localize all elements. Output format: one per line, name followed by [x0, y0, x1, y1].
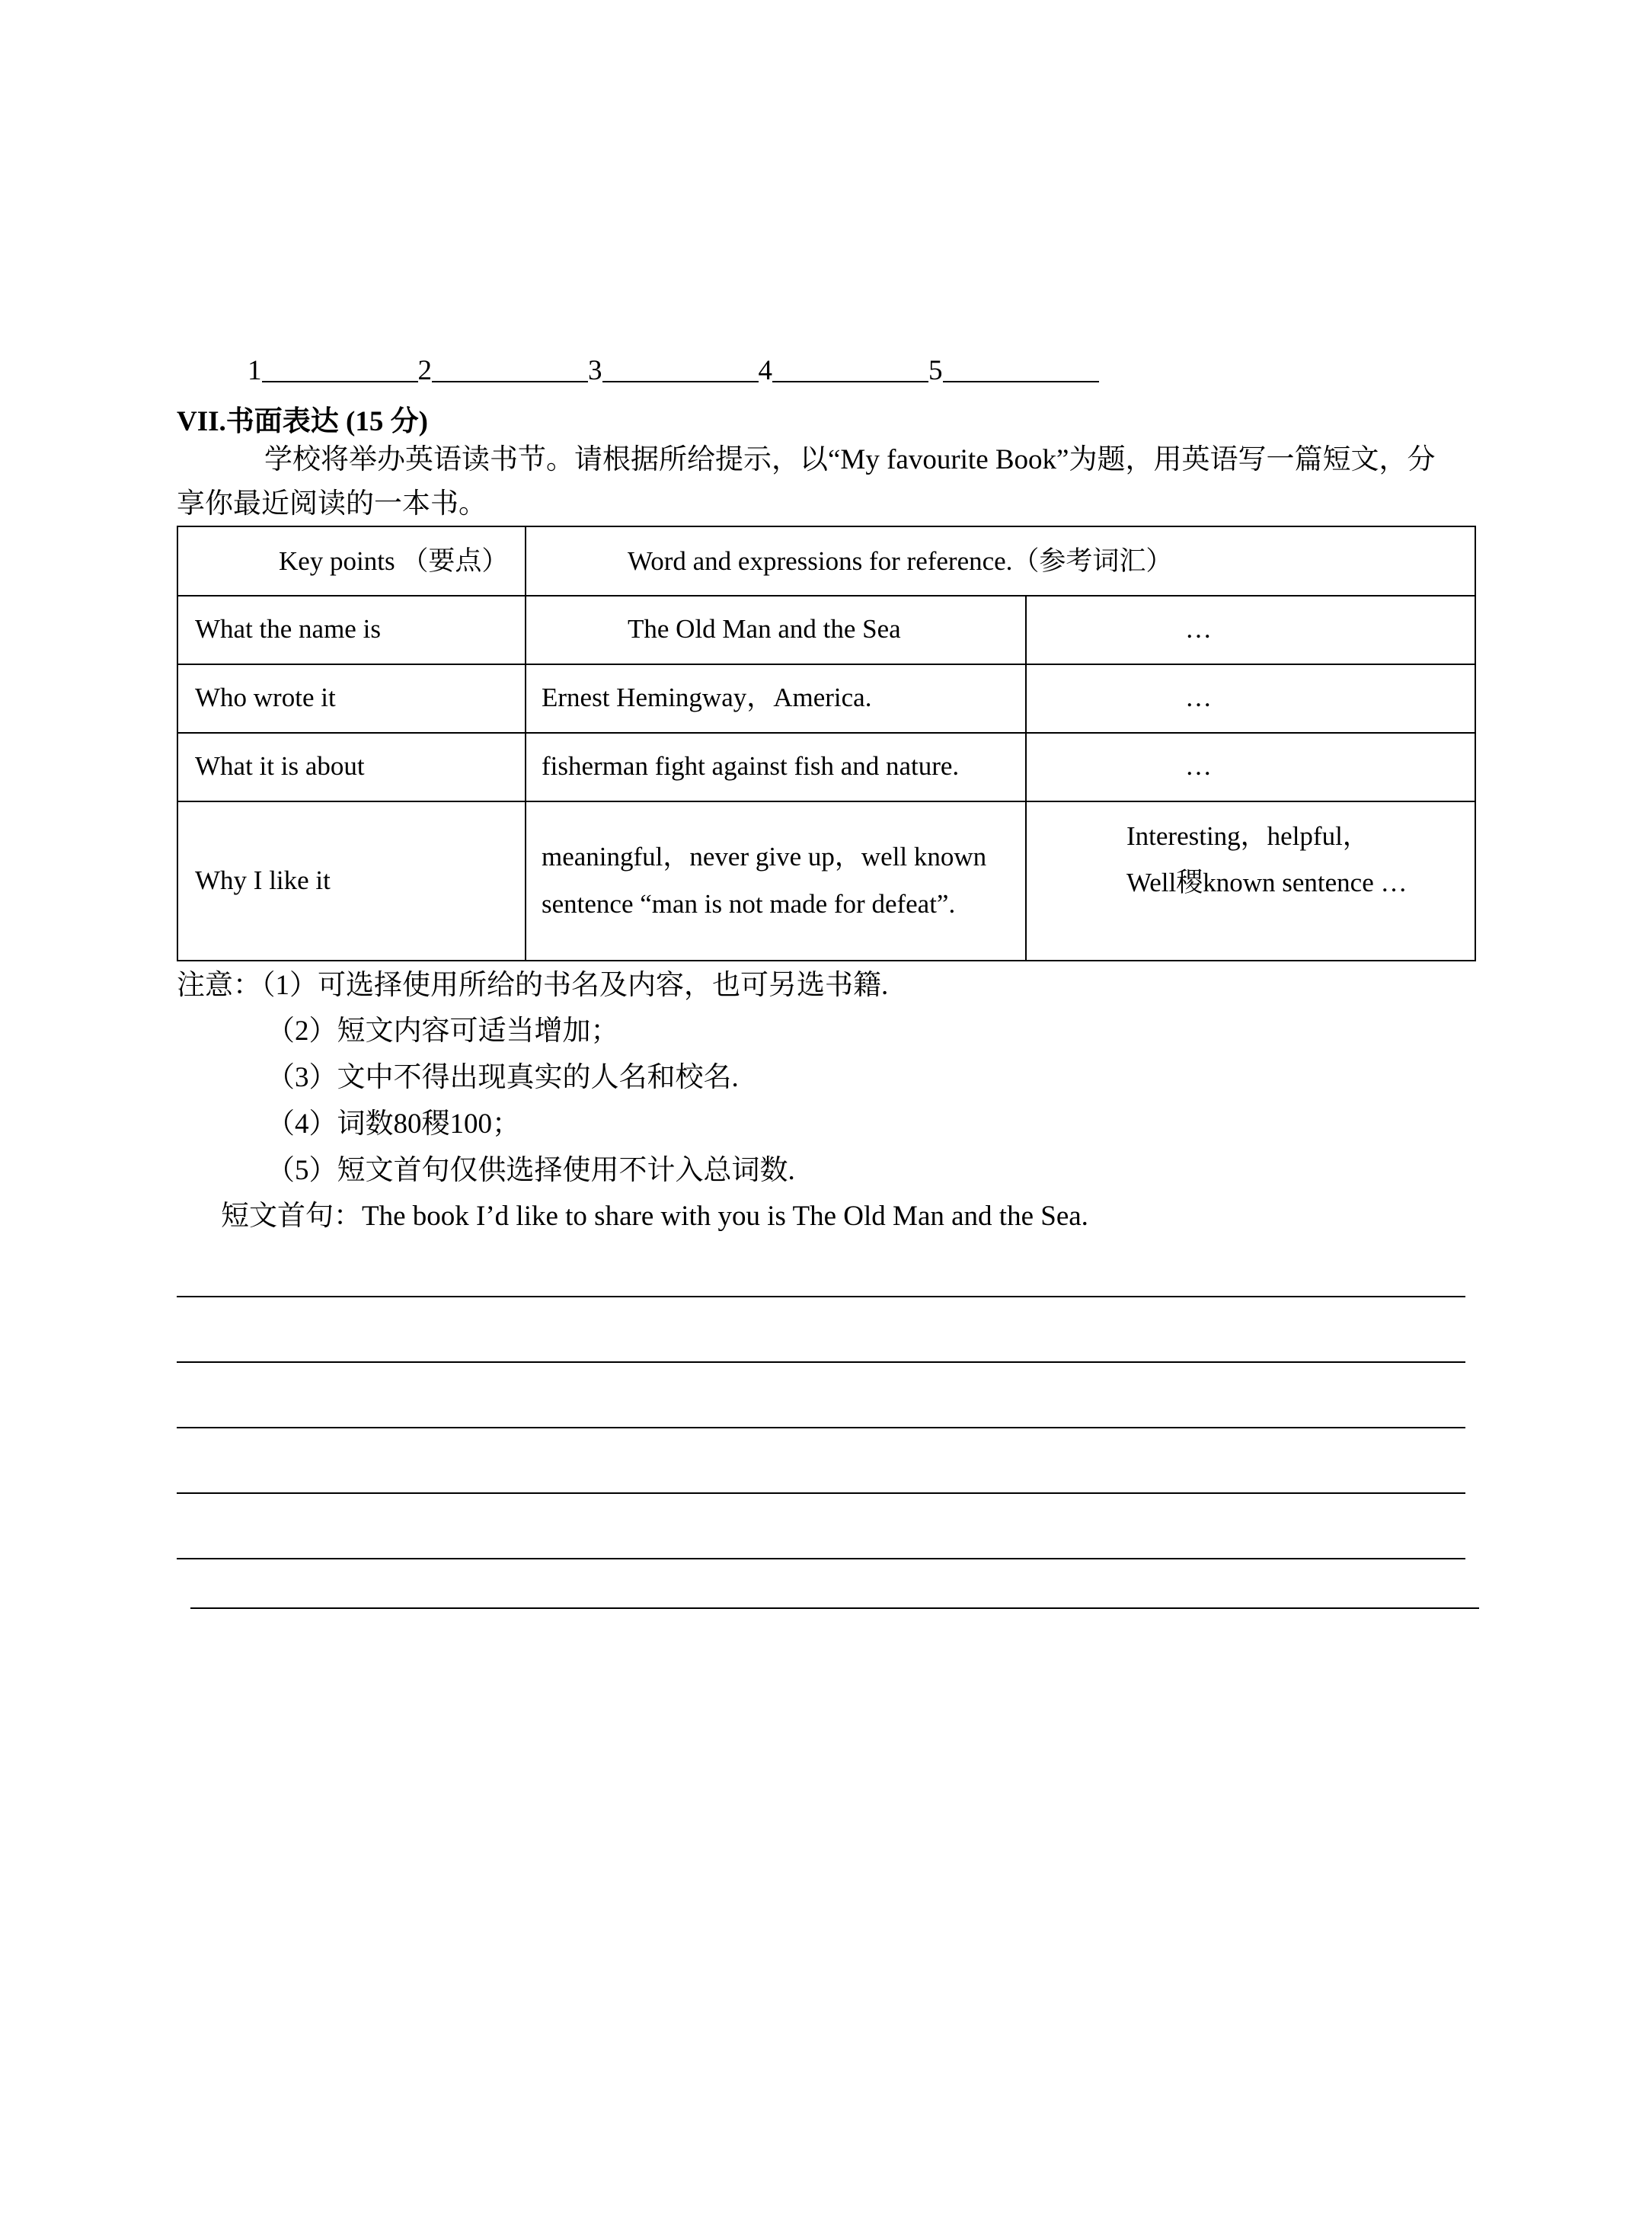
table-row-4-extra — [1025, 801, 1478, 960]
blank-line[interactable] — [772, 353, 928, 382]
table-row-4-point: Why I like it — [195, 865, 331, 895]
extra-line-2: Well稷known sentence … — [1126, 868, 1408, 898]
answer-blank-1[interactable] — [248, 353, 418, 387]
answer-blank-5[interactable] — [928, 353, 1099, 387]
table-row-2-extra: … — [1185, 683, 1212, 713]
blank-line[interactable] — [602, 353, 759, 382]
note-5: （5）短文首句仅供选择使用不计入总词数. — [267, 1155, 795, 1186]
answer-blank-2[interactable] — [418, 353, 589, 387]
table-row-3-point: What it is about — [195, 751, 365, 782]
answer-blank-4[interactable] — [759, 353, 929, 387]
writing-line[interactable] — [177, 1361, 1465, 1363]
table-row-1-point: What the name is — [195, 614, 381, 644]
table-row-2-point: Who wrote it — [195, 683, 336, 713]
blank-number: 1 — [248, 355, 262, 386]
extra-line-1: Interesting，helpful， — [1126, 821, 1369, 851]
note-4: （4）词数80稷100； — [267, 1108, 520, 1140]
blank-number: 5 — [928, 355, 943, 386]
writing-line[interactable] — [190, 1607, 1479, 1609]
table-header-key-points: Key points （要点） — [279, 545, 509, 576]
blank-number: 4 — [758, 355, 772, 386]
reference-line-2: sentence “man is not made for defeat”. — [542, 888, 956, 919]
table-row-4-reference — [525, 801, 1025, 960]
blank-line[interactable] — [943, 353, 1099, 382]
section-title: VII.书面表达 (15 分) — [177, 406, 428, 437]
reference-table — [177, 526, 1476, 961]
table-row-2-reference: Ernest Hemingway，America. — [542, 683, 872, 713]
blank-number: 3 — [588, 355, 602, 386]
note-1: 注意：（1）可选择使用所给的书名及内容，也可另选书籍. — [177, 970, 889, 1001]
writing-line[interactable] — [177, 1296, 1465, 1297]
table-header-vocabulary: Word and expressions for reference.（参考词汇） — [628, 545, 1173, 576]
instruction-line-2: 享你最近阅读的一本书。 — [177, 488, 487, 520]
blank-number: 2 — [417, 355, 432, 386]
note-2: （2）短文内容可适当增加； — [267, 1015, 619, 1047]
answer-blank-3[interactable] — [588, 353, 759, 387]
reference-line-1: meaningful，never give up，well known — [542, 842, 987, 872]
blank-line[interactable] — [432, 353, 588, 382]
writing-line[interactable] — [177, 1492, 1465, 1494]
table-row-1-reference: The Old Man and the Sea — [628, 614, 901, 644]
table-row-3-reference: fisherman fight against fish and nature. — [542, 751, 960, 782]
table-row-1-extra: … — [1185, 614, 1212, 644]
answer-blanks-row — [248, 350, 1099, 387]
blank-line[interactable] — [262, 353, 418, 382]
instruction-line-1: 学校将举办英语读书节。请根据所给提示，以“My favourite Book”为题，用英语写一篇短文，分 — [264, 444, 1436, 475]
writing-line[interactable] — [177, 1558, 1465, 1559]
table-row-3-extra: … — [1185, 751, 1212, 782]
note-3: （3）文中不得出现真实的人名和校名. — [267, 1062, 739, 1093]
writing-line[interactable] — [177, 1427, 1465, 1428]
first-sentence: 短文首句：The book I’d like to share with you is The Old Man and the Sea. — [221, 1201, 1088, 1232]
